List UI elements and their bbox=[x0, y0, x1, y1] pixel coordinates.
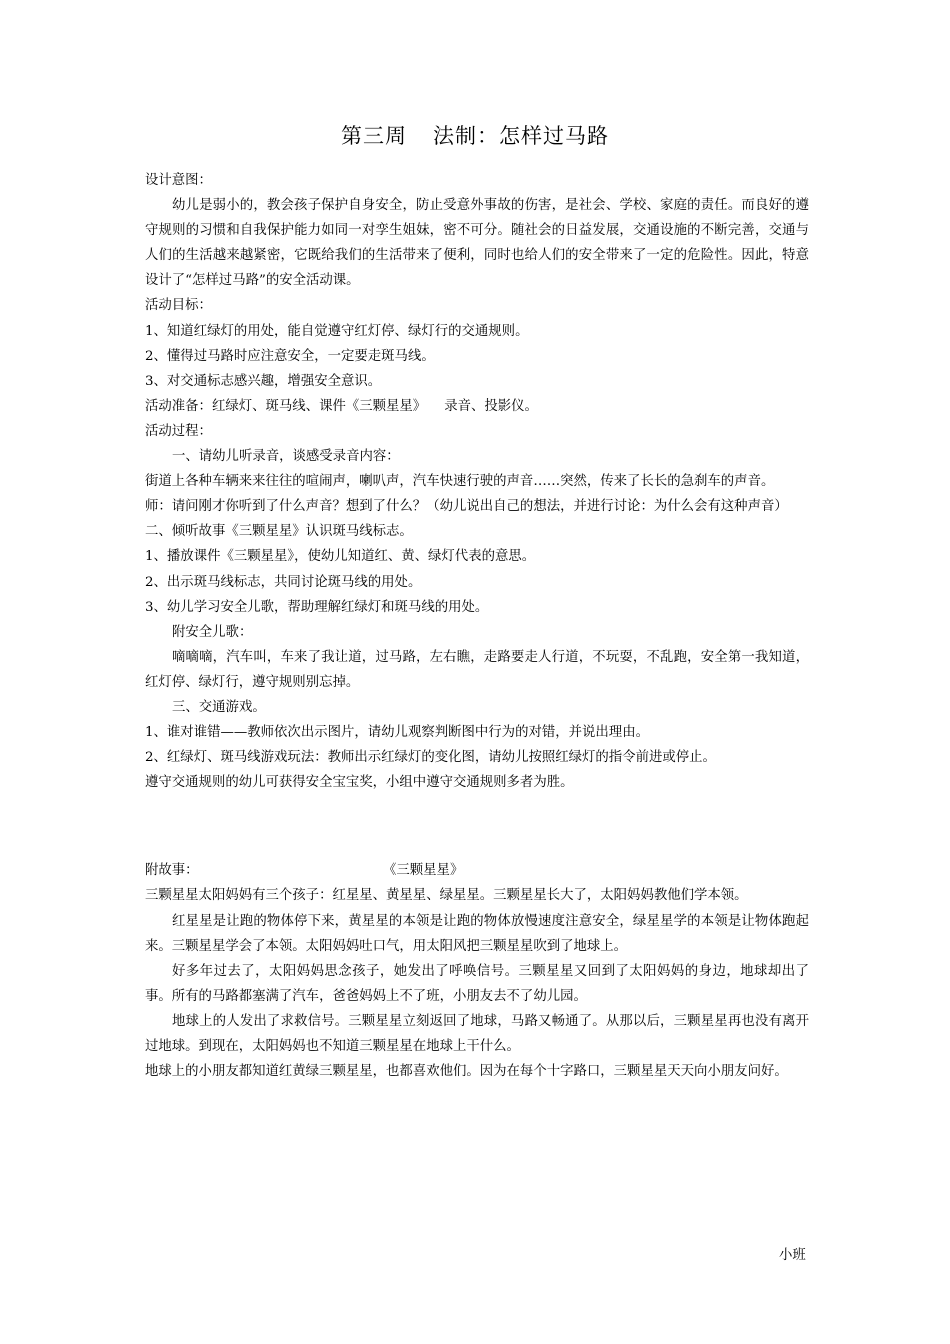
story-title: 《三颗星星》 bbox=[383, 863, 464, 879]
song-label: 附安全儿歌： bbox=[172, 624, 253, 640]
story-paragraph: 红星星是让跑的物体停下来，黄星星的本领是让跑的物体放慢速度注意安全，绿星星学的本领是让物体跑起来。三颗星星学会了本领。太阳妈妈吐口气，用太阳风把三颗星星吹到了地球上。 bbox=[145, 913, 809, 954]
story-paragraph: 地球上的小朋友都知道红黄绿三颗星星，也都喜欢他们。因为在每个十字路口，三颗星星天天向小朋友问好。 bbox=[145, 1064, 788, 1080]
story-label: 附故事： bbox=[145, 863, 199, 879]
process-label: 活动过程： bbox=[145, 423, 212, 439]
step-item: 3、幼儿学习安全儿歌，帮助理解红绿灯和斑马线的用处。 bbox=[145, 599, 489, 615]
goal-item: 3、对交通标志感兴趣，增强安全意识。 bbox=[145, 373, 382, 389]
story-paragraph: 好多年过去了，太阳妈妈思念孩子，她发出了呼唤信号。三颗星星又回到了太阳妈妈的身边，地球却出了事。所有的马路都塞满了汽车，爸爸妈妈上不了班，小朋友去不了幼儿园。 bbox=[145, 963, 809, 1004]
footer-class-label: 小班 bbox=[779, 1248, 806, 1263]
reward-text: 遵守交通规则的幼儿可获得安全宝宝奖，小组中遵守交通规则多者为胜。 bbox=[145, 775, 574, 791]
title-topic: 法制：怎样过马路 bbox=[433, 124, 609, 148]
step-heading: 三、交通游戏。 bbox=[172, 699, 266, 715]
preparation-equipment: 录音、投影仪。 bbox=[444, 398, 538, 414]
document-body bbox=[145, 168, 809, 1084]
story-paragraph: 地球上的人发出了求救信号。三颗星星立刻返回了地球，马路又畅通了。从那以后，三颗星星再也没有离开过地球。到现在，太阳妈妈也不知道三颗星星在地球上干什么。 bbox=[145, 1013, 809, 1054]
step-heading: 一、请幼儿听录音，谈感受录音内容： bbox=[172, 449, 400, 465]
step-item: 2、出示斑马线标志，共同讨论斑马线的用处。 bbox=[145, 574, 422, 590]
story-header bbox=[145, 858, 809, 883]
story-paragraph: 三颗星星太阳妈妈有三个孩子：红星星、黄星星、绿星星。三颗星星长大了，太阳妈妈教他们学本领。 bbox=[145, 888, 748, 904]
page-title bbox=[0, 122, 950, 150]
step-item: 1、谁对谁错——教师依次出示图片，请幼儿观察判断图中行为的对错，并说出理由。 bbox=[145, 725, 649, 741]
goal-item: 2、懂得过马路时应注意安全，一定要走斑马线。 bbox=[145, 348, 435, 364]
song-text: 嘀嘀嘀，汽车叫，车来了我让道，过马路，左右瞧，走路要走人行道，不玩耍，不乱跑，安全第一我知道，红灯停、绿灯行，遵守规则别忘掉。 bbox=[145, 649, 809, 690]
goal-item: 1、知道红绿灯的用处，能自觉遵守红灯停、绿灯行的交通规则。 bbox=[145, 323, 529, 339]
goal-label: 活动目标： bbox=[145, 298, 212, 314]
preparation-line bbox=[145, 394, 809, 419]
step-text: 街道上各种车辆来来往往的喧闹声，喇叭声，汽车快速行驶的声音……突然，传来了长长的急刹车的声音。 bbox=[145, 474, 775, 490]
design-label: 设计意图： bbox=[145, 173, 212, 188]
step-item: 1、播放课件《三颗星星》，使幼儿知道红、黄、绿灯代表的意思。 bbox=[145, 549, 536, 565]
step-item: 2、红绿灯、斑马线游戏玩法：教师出示红绿灯的变化图，请幼儿按照红绿灯的指令前进或停止。 bbox=[145, 750, 716, 766]
title-week: 第三周 bbox=[341, 124, 407, 148]
design-paragraph: 幼儿是弱小的，教会孩子保护自身安全，防止受意外事故的伤害，是社会、学校、家庭的责任。而良好的遵守规则的习惯和自我保护能力如同一对孪生姐妹，密不可分。随社会的日益发展，交通设施的不断完善，交通与人们的生活越来越紧密，它既给我们的生活带来了便利，同时也给人们的安全带来了一定的危险性。因此，特意设计了“怎样过马路”的安全活动课。 bbox=[145, 198, 809, 289]
step-text: 师：请问刚才你听到了什么声音？想到了什么？（幼儿说出自己的想法，并进行讨论：为什么会有这种声音） bbox=[145, 499, 788, 515]
preparation-materials: 活动准备：红绿灯、斑马线、课件《三颗星星》 bbox=[145, 398, 427, 414]
step-heading: 二、倾听故事《三颗星星》认识斑马线标志。 bbox=[145, 524, 413, 540]
